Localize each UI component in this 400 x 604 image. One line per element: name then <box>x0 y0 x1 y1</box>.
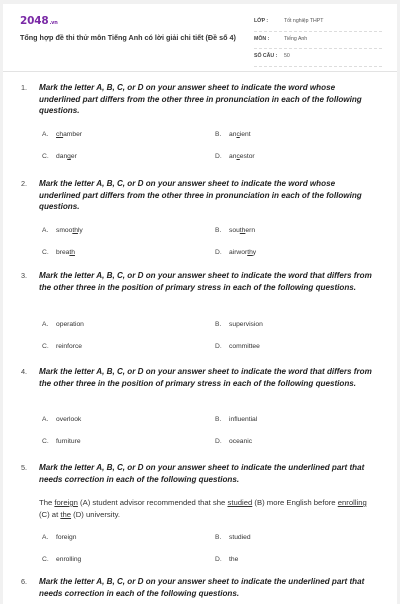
option-text: ern <box>245 227 256 234</box>
question-instruction: Mark the letter A, B, C, or D on your answer sheet to indicate the word whose underlined part differs from the other three in pronunciation in each of the following questions. <box>39 83 362 115</box>
option-underlined-part: g <box>67 153 71 160</box>
question-number: 1. <box>21 83 28 92</box>
option-letter: D. <box>215 438 222 445</box>
option-letter: B. <box>215 321 222 328</box>
meta-value: Tiếng Anh <box>284 35 308 42</box>
sentence-segment: The <box>39 498 55 507</box>
question-number: 6. <box>21 577 28 586</box>
option-letter: B. <box>215 416 222 423</box>
answer-option-a[interactable] <box>42 534 76 541</box>
question-number: 2. <box>21 179 28 188</box>
meta-row-subject <box>254 34 382 50</box>
option-letter: D. <box>215 343 222 350</box>
option-text: amber <box>63 131 83 138</box>
meta-label: SỐ CÂU : <box>254 53 278 59</box>
underlined-segment: foreign <box>54 498 78 507</box>
option-text: an <box>229 131 237 138</box>
option-text: ly <box>77 227 83 234</box>
option-letter: B. <box>215 131 222 138</box>
option-letter: D. <box>215 556 222 563</box>
option-text: estor <box>239 153 255 160</box>
underlined-segment: the <box>60 510 72 519</box>
option-letter: D. <box>215 153 222 160</box>
answer-option-c[interactable] <box>42 438 81 445</box>
sentence-segment: (C) at <box>39 510 61 519</box>
option-underlined-part: c <box>236 153 240 160</box>
option-text: enrolling <box>56 556 82 563</box>
meta-label: MÔN : <box>254 35 270 42</box>
option-underlined-part: th <box>72 227 78 234</box>
underlined-segment: studied <box>227 498 253 507</box>
exam-meta <box>254 16 382 69</box>
option-underlined-part: th <box>247 249 253 256</box>
question-instruction: Mark the letter A, B, C, or D on your answer sheet to indicate the underlined part that needs correction in each of the following questions. <box>39 463 365 484</box>
question-instruction: Mark the letter A, B, C, or D on your answer sheet to indicate the underlined part that needs correction in each of the following questions. <box>39 577 365 598</box>
option-text: er <box>70 153 77 160</box>
option-letter: D. <box>215 249 222 256</box>
underlined-segment: enrolling <box>337 498 367 507</box>
sentence-segment: (B) more English before <box>252 498 338 507</box>
answer-option-a[interactable] <box>42 416 81 423</box>
exam-title: Tổng hợp đề thi thử môn Tiếng Anh có lời giải chi tiết (Đề số 4) <box>20 33 236 42</box>
option-letter: C. <box>42 343 49 350</box>
option-text: brea <box>56 249 70 256</box>
question-number: 3. <box>21 271 28 280</box>
meta-row-grade <box>254 16 382 32</box>
option-text: committee <box>229 343 260 350</box>
answer-option-a[interactable] <box>42 131 82 138</box>
option-letter: C. <box>42 556 49 563</box>
sentence-segment: (A) student advisor recommended that she <box>77 498 228 507</box>
exam-page <box>3 4 397 604</box>
answer-option-b[interactable] <box>215 321 263 328</box>
option-text: operation <box>56 321 84 328</box>
option-text: supervision <box>229 321 263 328</box>
answer-option-a[interactable] <box>42 227 83 234</box>
answer-option-c[interactable] <box>42 153 77 160</box>
meta-row-count <box>254 51 382 67</box>
meta-value: Tốt nghiệp THPT <box>284 18 324 24</box>
option-underlined-part: c <box>236 131 240 138</box>
option-text: reinforce <box>56 343 83 350</box>
page-header <box>3 4 397 72</box>
meta-value: 50 <box>284 53 290 59</box>
answer-option-d[interactable] <box>215 556 238 563</box>
question-instruction: Mark the letter A, B, C, or D on your answer sheet to indicate the word that differs from the other three in the position of primary stress in each of the following questions. <box>39 367 372 388</box>
option-underlined-part: th <box>69 249 75 256</box>
option-letter: B. <box>215 227 222 234</box>
option-letter: B. <box>215 534 222 541</box>
question-instruction: Mark the letter A, B, C, or D on your answer sheet to indicate the word that differs from the other three in the position of primary stress in each of the following questions. <box>39 271 372 292</box>
option-text: y <box>252 249 257 256</box>
option-letter: A. <box>42 534 49 541</box>
option-text: the <box>229 556 239 563</box>
answer-option-b[interactable] <box>215 416 257 423</box>
question-instruction: Mark the letter A, B, C, or D on your answer sheet to indicate the word whose underlined part differs from the other three in pronunciation in each of the following questions. <box>39 179 362 211</box>
site-logo[interactable]: 2048.vn <box>20 15 58 27</box>
option-letter: A. <box>42 227 49 234</box>
answer-option-d[interactable] <box>215 438 252 445</box>
meta-label: LỚP : <box>254 18 269 24</box>
option-text: smoo <box>56 227 73 234</box>
answer-option-d[interactable] <box>215 249 256 256</box>
option-letter: C. <box>42 153 49 160</box>
question-sentence <box>39 497 374 521</box>
option-letter: C. <box>42 438 49 445</box>
sentence-segment: (D) university. <box>71 510 121 519</box>
answer-option-b[interactable] <box>215 534 251 541</box>
option-text: ient <box>239 131 251 138</box>
answer-option-d[interactable] <box>215 343 260 350</box>
question-number: 4. <box>21 367 28 376</box>
answer-option-a[interactable] <box>42 321 84 328</box>
answer-option-c[interactable] <box>42 249 75 256</box>
option-text: sou <box>229 227 240 234</box>
option-text: oceanic <box>229 438 253 445</box>
option-text: foreign <box>56 534 77 541</box>
option-underlined-part: ch <box>56 131 64 138</box>
answer-option-c[interactable] <box>42 343 82 350</box>
option-underlined-part: th <box>239 227 246 234</box>
answer-option-d[interactable] <box>215 153 255 160</box>
answer-option-b[interactable] <box>215 131 251 138</box>
option-text: furniture <box>56 438 81 445</box>
option-text: influential <box>229 416 258 423</box>
option-letter: C. <box>42 249 49 256</box>
option-text: dan <box>56 153 68 160</box>
option-text: an <box>229 153 237 160</box>
question-number: 5. <box>21 463 28 472</box>
option-letter: A. <box>42 321 49 328</box>
option-letter: A. <box>42 131 49 138</box>
option-text: airwor <box>229 249 248 256</box>
option-text: studied <box>229 534 251 541</box>
answer-option-b[interactable] <box>215 227 255 234</box>
option-text: overlook <box>56 416 82 423</box>
answer-option-c[interactable] <box>42 556 81 563</box>
option-letter: A. <box>42 416 49 423</box>
